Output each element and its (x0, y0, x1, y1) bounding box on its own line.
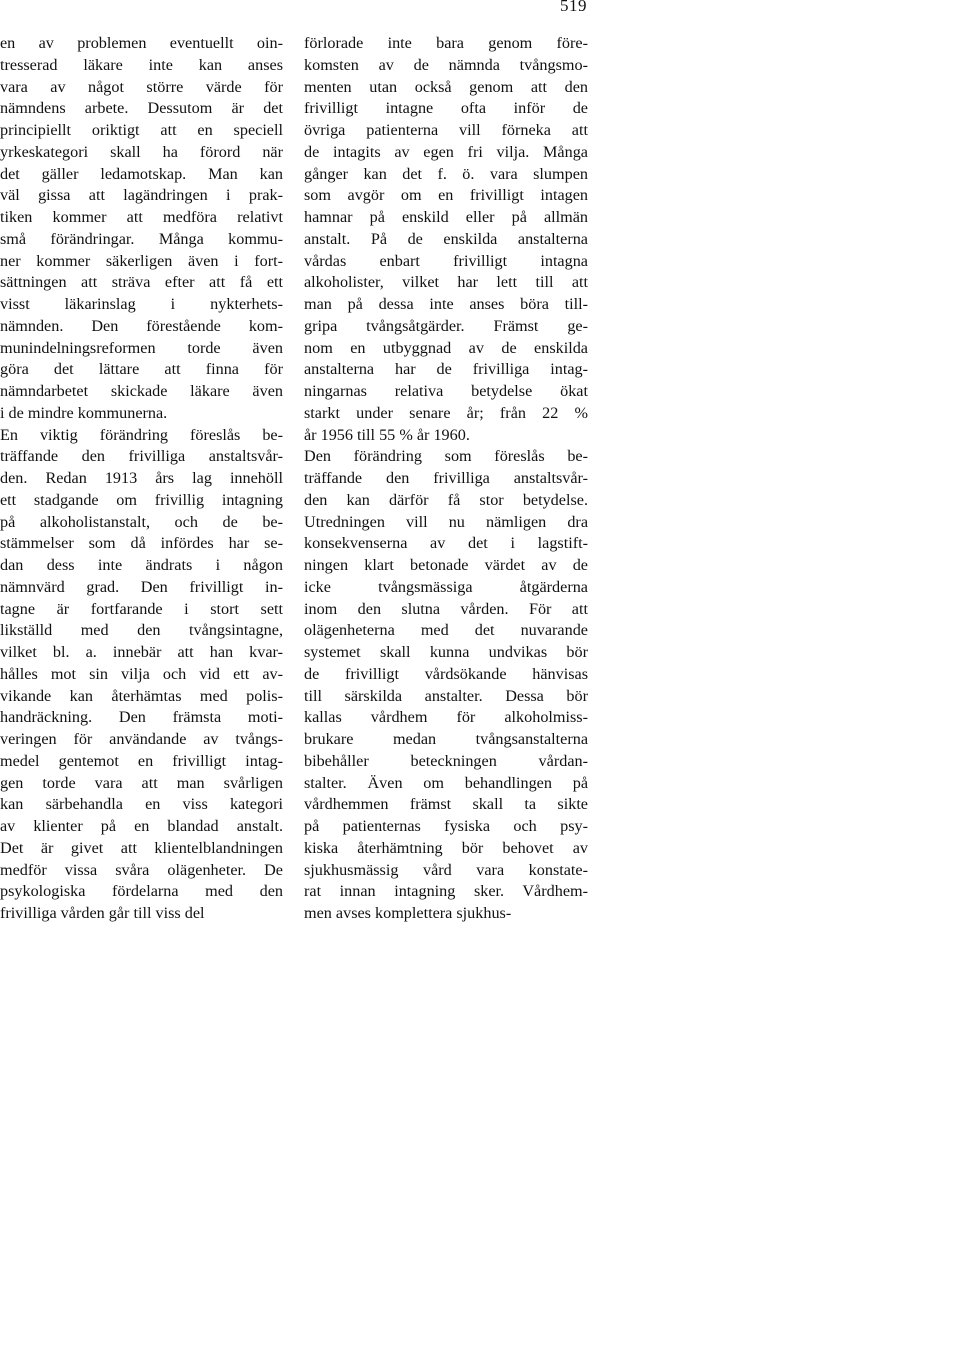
text-line: väl gissa att lagändringen i prak- (0, 186, 283, 205)
text-line: till särskilda anstalter. Dessa bör (304, 686, 588, 705)
left-text-column (0, 33, 283, 925)
text-line: olägenheterna med det nuvarande (304, 621, 588, 640)
text-line: sättningen att sträva efter att få ett (0, 273, 283, 292)
text-line: En viktig förändring föreslås be- (0, 425, 283, 444)
text-line: Det är givet att klientelblandningen (0, 838, 283, 857)
text-line: tagne är fortfarande i stort sett (0, 599, 283, 618)
text-line: menten utan också genom att den (304, 77, 588, 96)
text-line: alkoholister, vilket har lett till att (304, 273, 588, 292)
text-line: den. Redan 1913 års lag innehöll (0, 469, 283, 487)
text-line: principiellt oriktigt att en speciell (0, 121, 283, 139)
text-line: vara av något större värde för (0, 77, 283, 96)
text-line: starkt under senare år; från 22 % (304, 403, 588, 422)
text-line: tresserad läkare inte kan anses (0, 55, 283, 74)
text-line: hålles mot sin vilja och vid ett av- (0, 664, 283, 683)
text-line: icke tvångsmässiga åtgärderna (304, 577, 588, 596)
text-line: gen torde vara att man svårligen (0, 773, 283, 792)
text-line: den kan därför få stor betydelse. (304, 490, 588, 509)
text-line: en av problemen eventuellt oin- (0, 34, 283, 52)
text-line: vikande kan återhämtas med polis- (0, 686, 283, 705)
text-line: sjukhusmässig vård vara konstate- (304, 860, 588, 879)
text-line: veringen för användande av tvångs- (0, 730, 283, 748)
text-line: som avgör om en frivilligt intagen (304, 186, 588, 205)
text-line: inom den slutna vården. För att (304, 599, 588, 618)
text-line: förlorade inte bara genom före- (304, 34, 588, 52)
text-line: dan dess inte ändrats i någon (0, 556, 283, 574)
text-line: år 1956 till 55 % år 1960. (304, 425, 470, 444)
text-line: man på dessa inte anses böra till- (304, 295, 588, 313)
text-line: Utredningen vill nu nämligen dra (304, 512, 588, 531)
text-line: yrkeskategori skall ha förord när (0, 142, 283, 161)
text-line: komsten av de nämnda tvångsmo- (304, 55, 588, 74)
text-line: anstalt. På de enskilda anstalterna (304, 229, 588, 248)
text-line: av klienter på en blandad anstalt. (0, 817, 283, 835)
text-line: frivilliga vården går till viss del (0, 904, 205, 922)
text-line: rat innan intagning sker. Vårdhem- (304, 882, 588, 901)
text-line: men avses komplettera sjukhus- (304, 904, 512, 922)
text-line: munindelningsreformen torde även (0, 338, 283, 357)
text-line: psykologiska fördelarna med den (0, 882, 283, 901)
text-line: nämnden. Den förestående kom- (0, 316, 283, 335)
text-line: ett stadgande om frivillig intagning (0, 490, 283, 509)
text-line: brukare medan tvångsanstalterna (304, 730, 588, 748)
text-line: konsekvenserna av det i lagstift- (304, 534, 588, 553)
text-line: i de mindre kommunerna. (0, 403, 168, 422)
text-line: på patienternas fysiska och psy- (304, 817, 588, 835)
page-number: 519 (560, 0, 587, 15)
text-line: vilket bl. a. innebär att han kvar- (0, 643, 283, 661)
text-line: göra det lättare att finna för (0, 360, 283, 379)
text-line: nämnvärd grad. Den frivilligt in- (0, 577, 283, 596)
text-line: träffande den frivilliga anstaltsvår- (304, 469, 588, 487)
text-line: kiska återhämtning bör behovet av (304, 838, 588, 857)
text-line: systemet skall kunna undvikas bör (304, 643, 588, 661)
text-line: tiken kommer att medföra relativt (0, 208, 283, 226)
text-line: nämndarbetet skickade läkare även (0, 382, 283, 400)
text-line: vårdhemmen främst skall ta sikte (304, 795, 588, 814)
text-line: visst läkarinslag i nykterhets- (0, 295, 283, 313)
text-line: nom en utbyggnad av de enskilda (304, 338, 588, 357)
text-line: hamnar på enskild eller på allmän (304, 208, 588, 226)
text-line: anstalterna har de frivilliga intag- (304, 360, 588, 379)
text-line: på alkoholistanstalt, och de be- (0, 512, 283, 531)
text-line: nämndens arbete. Dessutom är det (0, 99, 283, 118)
text-line: medel gentemot en frivilligt intag- (0, 751, 283, 770)
text-line: bibehåller beteckningen vårdan- (304, 751, 588, 770)
text-line: vårdas enbart frivilligt intagna (304, 251, 588, 270)
text-line: ningarnas relativa betydelse ökat (304, 382, 588, 400)
right-text-column (304, 33, 588, 925)
text-line: Den förändring som föreslås be- (304, 447, 588, 466)
text-line: kan särbehandla en viss kategori (0, 795, 283, 814)
text-line: medför vissa svåra olägenheter. De (0, 860, 283, 879)
text-line: likställd med den tvångsintagne, (0, 621, 283, 640)
text-line: övriga patienterna vill förneka att (304, 121, 588, 139)
text-line: kallas vårdhem för alkoholmiss- (304, 708, 588, 727)
text-line: gripa tvångsåtgärder. Främst ge- (304, 316, 588, 335)
text-line: det gäller ledamotskap. Man kan (0, 164, 283, 183)
text-line: stämmelser som då infördes har se- (0, 534, 283, 553)
text-line: gånger kan det f. ö. vara slumpen (304, 164, 588, 183)
text-line: stalter. Även om behandlingen på (304, 773, 588, 792)
text-line: ner kommer säkerligen även i fort- (0, 251, 283, 270)
text-line: de frivilligt vårdsökande hänvisas (304, 664, 588, 683)
text-line: de intagits av egen fri vilja. Många (304, 142, 588, 161)
text-line: frivilligt intagne ofta inför de (304, 99, 588, 118)
text-line: små förändringar. Många kommu- (0, 229, 283, 248)
text-line: ningen klart betonade värdet av de (304, 556, 588, 574)
text-line: träffande den frivilliga anstaltsvår- (0, 447, 283, 466)
text-line: handräckning. Den främsta moti- (0, 708, 283, 727)
